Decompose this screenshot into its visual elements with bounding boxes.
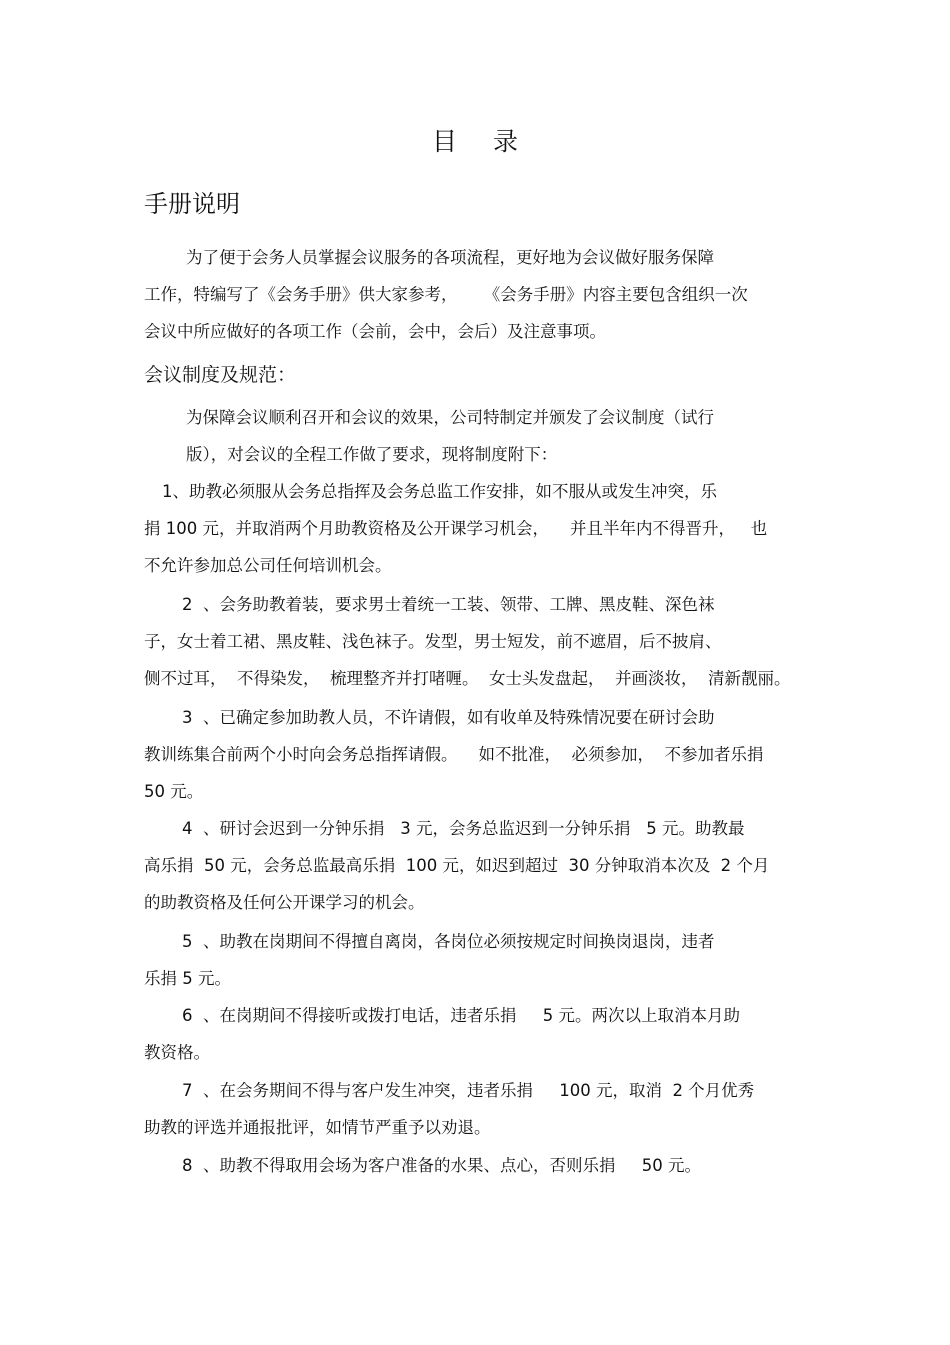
rule-line: 50 元。 [144,782,204,801]
rule-line: 教训练集合前两个小时向会务总指挥请假。 如不批准， 必须参加， 不参加者乐捐 [144,745,764,764]
rule-line: 助教的评选并通报批评，如情节严重予以劝退。 [144,1118,491,1137]
rule-line: 4 、研讨会迟到一分钟乐捐 3 元，会务总监迟到一分钟乐捐 5 元。助教最 [182,819,745,838]
rule-line: 捐 100 元，并取消两个月助教资格及公开课学习机会， 并且半年内不得晋升， 也 [144,519,768,538]
rules-intro-line-2: 版），对会议的全程工作做了要求，现将制度附下： [186,445,558,464]
rule-line: 5 、助教在岗期间不得擅自离岗，各岗位必须按规定时间换岗退岗，违者 [182,932,715,951]
rule-line: 2 、会务助教着装，要求男士着统一工装、领带、工牌、黑皮鞋、深色袜 [182,595,715,614]
manual-line-2: 工作，特编写了《会务手册》供大家参考， 《会务手册》内容主要包含组织一次 [144,285,748,304]
section-heading-manual: 手册说明 [144,190,240,218]
rule-line: 乐捐 5 元。 [144,969,231,988]
rules-intro-line-1: 为保障会议顺利召开和会议的效果，公司特制定并颁发了会议制度（试行 [186,408,714,427]
rule-line: 不允许参加总公司任何培训机会。 [144,556,392,575]
section-heading-rules: 会议制度及规范： [144,364,297,386]
rule-line: 高乐捐 50 元，会务总监最高乐捐 100 元，如迟到超过 30 分钟取消本次及 2 个月 [144,856,770,875]
rule-line: 1、助教必须服从会务总指挥及会务总监工作安排，如不服从或发生冲突，乐 [162,482,717,501]
manual-line-3: 会议中所应做好的各项工作（会前，会中，会后）及注意事项。 [144,322,606,341]
rule-line: 侧不过耳， 不得染发， 梳理整齐并打啫喱。 女士头发盘起， 并画淡妆， 清新靓丽。 [144,669,791,688]
rule-line: 3 、已确定参加助教人员，不许请假，如有收单及特殊情况要在研讨会助 [182,708,715,727]
rule-line: 7 、在会务期间不得与客户发生冲突，违者乐捐 100 元，取消 2 个月优秀 [182,1081,755,1100]
manual-line-1: 为了便于会务人员掌握会议服务的各项流程，更好地为会议做好服务保障 [186,248,714,267]
rule-line: 的助教资格及任何公开课学习的机会。 [144,893,425,912]
rule-line: 教资格。 [144,1043,210,1062]
rule-line: 6 、在岗期间不得接听或拨打电话，违者乐捐 5 元。两次以上取消本月助 [182,1006,740,1025]
rule-line: 子，女士着工裙、黑皮鞋、浅色袜子。发型，男士短发，前不遮眉，后不披肩、 [144,632,722,651]
rule-line: 8 、助教不得取用会场为客户准备的水果、点心，否则乐捐 50 元。 [182,1156,701,1175]
page-title: 目 录 [432,127,532,156]
